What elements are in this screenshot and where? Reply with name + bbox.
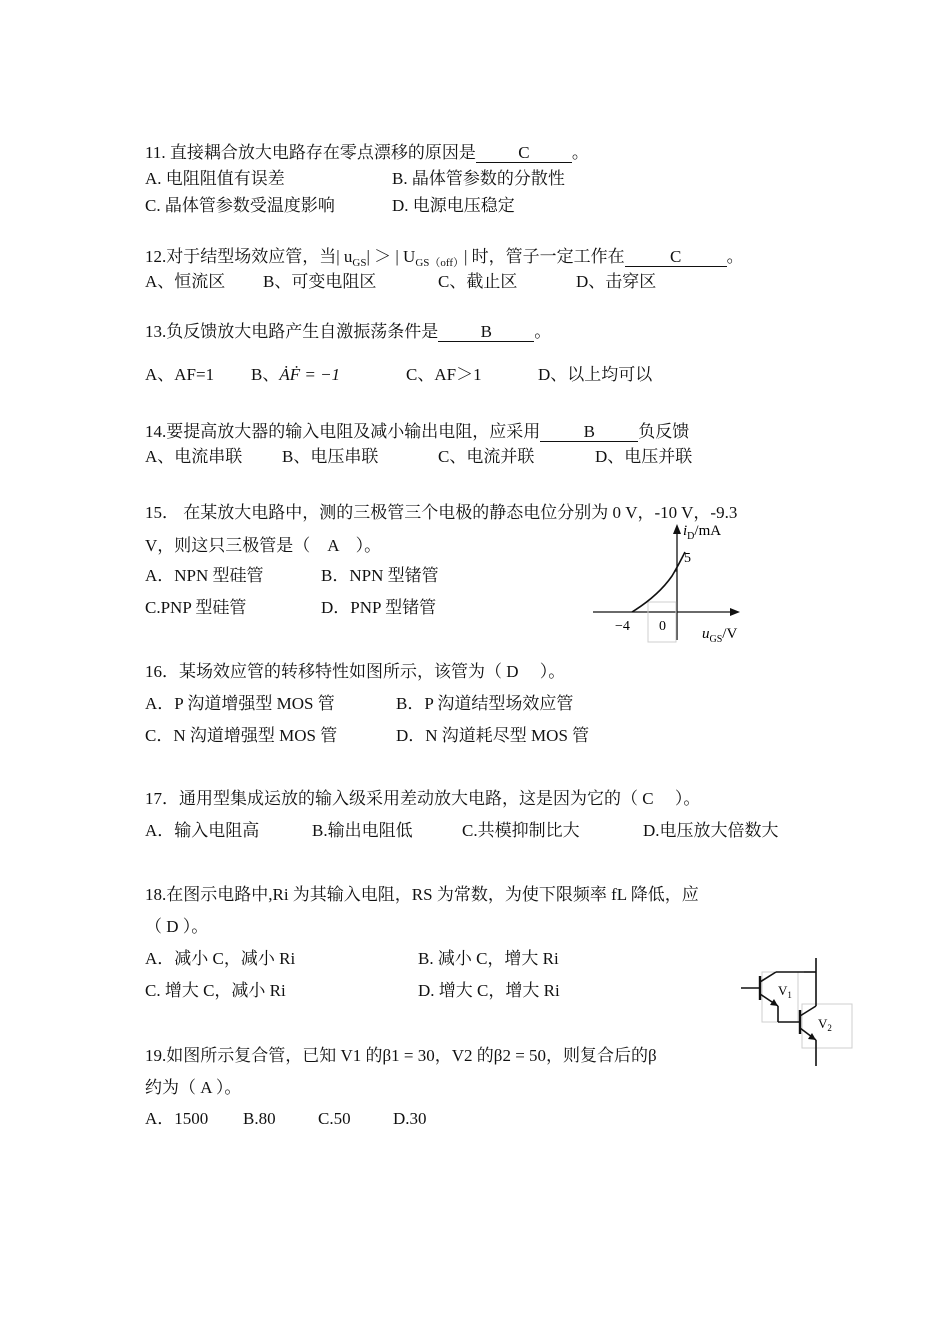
q14-stem xyxy=(145,421,689,443)
q12-sub-gsoff: GS（off） xyxy=(415,257,465,269)
q18-option-b: B. 减小 C，增大 Ri xyxy=(418,949,559,968)
q12-stem-b: | ＞ | U xyxy=(366,247,416,266)
q19-stem-line1: 19.如图所示复合管，已知 V1 的β1 = 30，V2 的β2 = 50，则复合后的β xyxy=(145,1046,657,1065)
q11-option-b: B. 晶体管参数的分散性 xyxy=(392,169,565,188)
q13-option-b-formula: ȦḞ = −1 xyxy=(279,365,341,384)
q12-option-b: B、可变电阻区 xyxy=(263,272,377,291)
q12-stem xyxy=(145,246,744,268)
origin-label: 0 xyxy=(659,619,666,634)
q18-option-a: A．减小 C，减小 Ri xyxy=(145,949,296,968)
q17-option-a: A．输入电阻高 xyxy=(145,821,260,840)
q14-answer-blank: B xyxy=(540,422,638,442)
v1-label: $V_1$ xyxy=(778,983,792,1000)
q13-option-b-prefix: B、 xyxy=(251,365,280,384)
q12-stem-c: | 时，管子一定工作在 xyxy=(464,247,625,266)
q13-option-d: D、以上均可以 xyxy=(538,365,653,384)
y-axis-arrow xyxy=(673,524,681,534)
q16-stem: 16．某场效应管的转移特性如图所示，该管为（ D ）。 xyxy=(145,662,566,681)
q17-option-d: D.电压放大倍数大 xyxy=(643,821,779,840)
q11-option-d: D. 电源电压稳定 xyxy=(392,196,515,215)
q19-option-d: D.30 xyxy=(393,1109,427,1128)
q15-stem-line1: 15． 在某放大电路中，测的三极管三个电极的静态电位分别为 0 V，-10 V，-9.3 xyxy=(145,503,738,522)
x-axis-arrow xyxy=(730,608,740,616)
q16-option-c: C．N 沟道增强型 MOS 管 xyxy=(145,726,338,745)
q17-option-b: B.输出电阻低 xyxy=(312,821,413,840)
q13-end: 。 xyxy=(534,322,552,341)
x-tick-neg4: −4 xyxy=(615,619,630,634)
q11-stem-text: 11. 直接耦合放大电路存在零点漂移的原因是 xyxy=(145,143,476,162)
q14-end: 负反馈 xyxy=(638,422,690,441)
q16-option-d: D．N 沟道耗尽型 MOS 管 xyxy=(396,726,590,745)
q14-option-d: D、电压并联 xyxy=(595,447,693,466)
darlington-figure xyxy=(738,950,858,1070)
q12-option-d: D、击穿区 xyxy=(576,272,657,291)
q13-option-a: A、AF=1 xyxy=(145,365,215,384)
q18-option-c: C. 增大 C，减小 Ri xyxy=(145,981,286,1000)
q13-option-b xyxy=(251,364,340,386)
q19-stem-line2: 约为（ A ）。 xyxy=(145,1078,242,1097)
q15-option-a: A．NPN 型硅管 xyxy=(145,566,264,585)
x-axis-label: $u_{GS}/V$ xyxy=(702,626,738,645)
q16-option-b: B．P 沟道结型场效应管 xyxy=(396,694,574,713)
q12-option-a: A、恒流区 xyxy=(145,272,226,291)
q11-answer-blank: C xyxy=(476,143,572,163)
y-axis-label: $i_D/mA$ xyxy=(683,523,722,542)
y-tick-5: 5 xyxy=(684,551,691,566)
q14-option-c: C、电流并联 xyxy=(438,447,535,466)
q15-option-c: C.PNP 型硅管 xyxy=(145,598,247,617)
q12-answer-blank: C xyxy=(625,247,727,267)
q11-option-a: A. 电阻阻值有误差 xyxy=(145,169,285,188)
q18-stem-line2: （ D ）。 xyxy=(145,917,209,936)
q19-option-c: C.50 xyxy=(318,1109,351,1128)
q14-option-a: A、电流串联 xyxy=(145,447,243,466)
q12-option-c: C、截止区 xyxy=(438,272,518,291)
transfer-characteristic-figure xyxy=(588,518,758,648)
q13-option-c: C、AF＞1 xyxy=(406,365,482,384)
q13-stem xyxy=(145,321,551,343)
q11-stem xyxy=(145,142,589,164)
q18-option-d: D. 增大 C，增大 Ri xyxy=(418,981,560,1000)
q15-option-b: B．NPN 型锗管 xyxy=(321,566,439,585)
q16-option-a: A．P 沟道增强型 MOS 管 xyxy=(145,694,335,713)
q14-stem-text: 14.要提高放大器的输入电阻及减小输出电阻，应采用 xyxy=(145,422,541,441)
q11-option-c: C. 晶体管参数受温度影响 xyxy=(145,196,335,215)
q13-answer-blank: B xyxy=(438,322,534,342)
q11-end: 。 xyxy=(571,143,589,162)
q15-stem-line2: V，则这只三极管是（ A ）。 xyxy=(145,536,382,555)
q14-option-b: B、电压串联 xyxy=(282,447,379,466)
q18-stem-line1: 18.在图示电路中,Ri 为其输入电阻，RS 为常数，为使下限频率 fL 降低，应 xyxy=(145,885,699,904)
q19-option-b: B.80 xyxy=(243,1109,276,1128)
q13-stem-text: 13.负反馈放大电路产生自激振荡条件是 xyxy=(145,322,439,341)
q19-option-a: A．1500 xyxy=(145,1109,209,1128)
q12-end: 。 xyxy=(726,247,744,266)
q12-sub-gs: GS xyxy=(352,257,367,269)
q17-stem: 17．通用型集成运放的输入级采用差动放大电路，这是因为它的（ C ）。 xyxy=(145,789,701,808)
v2-label: $V_2$ xyxy=(818,1016,832,1033)
q12-stem-a: 12.对于结型场效应管，当| u xyxy=(145,247,353,266)
v1-emitter-arrow xyxy=(770,999,778,1006)
q17-option-c: C.共模抑制比大 xyxy=(462,821,580,840)
q15-option-d: D．PNP 型锗管 xyxy=(321,598,437,617)
